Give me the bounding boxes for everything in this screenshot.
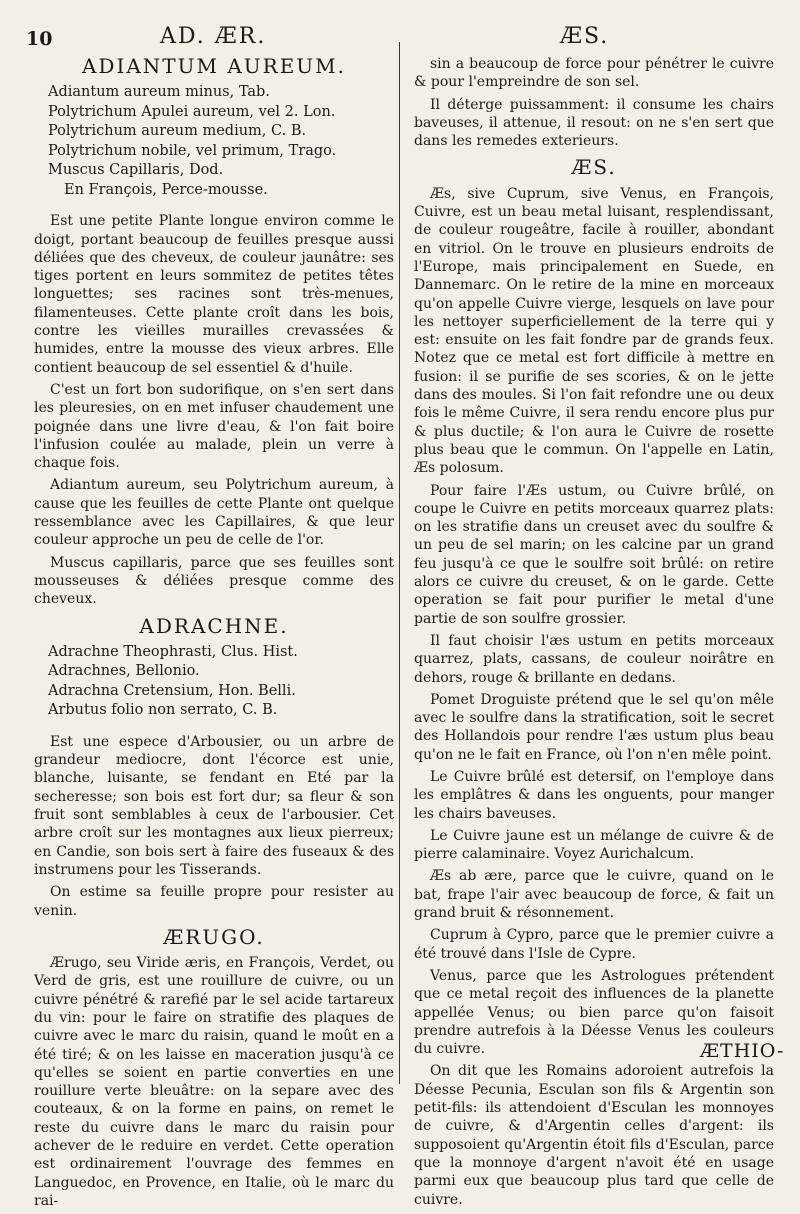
entry-title: ADRACHNE. bbox=[139, 613, 289, 638]
paragraph: Le Cuivre brûlé est detersif, on l'employe dans les emplâtres & dans les onguents, pour manger les chairs baveuses. bbox=[414, 768, 774, 822]
synonym: Polytrichum nobile, vel primum, Trago. bbox=[48, 142, 337, 159]
entry-aerugo bbox=[34, 924, 394, 1210]
entry-aerugo-continued bbox=[414, 55, 774, 150]
synonym: Adrachne Theophrasti, Clus. Hist. bbox=[48, 643, 298, 660]
paragraph: Il faut choisir l'æs ustum en petits morceaux quarrez, plats, cassans, de couleur noirâtre en dehors, rouge & brillante en dedans. bbox=[414, 632, 774, 686]
catchword: ÆTHIO- bbox=[700, 1040, 785, 1062]
entry-title: ÆRUGO. bbox=[163, 924, 265, 949]
synonym: Arbutus folio non serrato, C. B. bbox=[48, 702, 278, 719]
entry-adiantum-aureum bbox=[34, 54, 394, 609]
synonym-list bbox=[48, 643, 394, 721]
paragraph: sin a beaucoup de force pour pénétrer le cuivre & pour l'empreindre de son sel. bbox=[414, 56, 774, 91]
right-running-head: ÆS. bbox=[560, 24, 610, 49]
entry-title: ADIANTUM AUREUM. bbox=[81, 54, 346, 78]
synonym: Polytrichum aureum medium, C. B. bbox=[48, 123, 307, 140]
synonym: Adrachnes, Bellonio. bbox=[48, 663, 200, 680]
entry-title: ÆS. bbox=[571, 155, 617, 180]
paragraph: Est une espece d'Arbousier, ou un arbre de grandeur mediocre, dont l'écorce est unie, blanche, luisante, se fendant en Eté par la secheresse; son bois est fort dur; sa fleur & son fruit sont semblables à ceux de l'arbousier. Cet arbre croît sur les montagnes aux lieux pierreux; en Candie, son bois sert à faire des fuseaux & des instrumens pour les Tisserands. bbox=[34, 733, 394, 878]
page-number: 10 bbox=[26, 28, 53, 50]
synonym-list bbox=[48, 83, 394, 200]
paragraph: Æs ab ære, parce que le cuivre, quand on le bat, frape l'air avec beaucoup de force, & fait un grand bruit & résonnement. bbox=[414, 868, 774, 922]
left-column bbox=[34, 55, 394, 1214]
paragraph: Le Cuivre jaune est un mélange de cuivre & de pierre calaminaire. Voyez Aurichalcum. bbox=[414, 827, 774, 863]
synonym: Adrachna Cretensium, Hon. Belli. bbox=[48, 682, 296, 699]
left-running-head: AD. ÆR. bbox=[160, 24, 267, 49]
paragraph: Pomet Droguiste prétend que le sel qu'on mêle avec le soulfre dans la stratification, soit le secret des Hollandois pour rendre l'æs ustum plus beau qu'on ne le fait en France, où l'on n'en mêle point. bbox=[414, 691, 774, 763]
entry-adrachne bbox=[34, 613, 394, 920]
paragraph: Venus, parce que les Astrologues prétendent que ce metal reçoit des influences de la planette appellée Venus; ou bien parce qu'on faisoit prendre autrefois à la Déesse Venus les couleurs du cuivre. bbox=[414, 967, 774, 1058]
synonym: Polytrichum Apulei aureum, vel 2. Lon. bbox=[48, 103, 336, 120]
paragraph: On estime sa feuille propre pour resister au venin. bbox=[34, 884, 394, 919]
column-divider bbox=[399, 42, 400, 1084]
paragraph: Muscus capillaris, parce que ses feuilles sont mousseuses & déliées presque comme des cheveux. bbox=[34, 554, 394, 608]
paragraph: Ærugo, seu Viride æris, en François, Verdet, ou Verd de gris, est une rouillure de cuivre, ou un cuivre pénétré & rarefié par le sel acide tartareux du vin: pour le faire on stratifie des plaques de cuivre avec le marc du raisin, quand le moût en a été tiré; & on les laisse en maceration jusqu'à ce qu'elles se soient en partie converties en une rouillure verte bleuâtre: on la separe avec des couteaux, & on la forme en pains, on remet le reste du cuivre dans le marc du raisin pour achever de le reduire en verdet. Cette operation est ordinairement l'ouvrage des femmes en Languedoc, en Provence, en Italie, où le marc du rai- bbox=[34, 955, 394, 1209]
paragraph: Æs, sive Cuprum, sive Venus, en François, Cuivre, est un beau metal luisant, resplendissant, de couleur rougeâtre, facile à rouiller, abondant en vitriol. On le trouve en plusieurs endroits de l'Europe, mais principalement en Suede, en Dannemarc. On le retire de la mine en morceaux qu'on appelle Cuivre vierge, lesquels on lave pour les nettoyer superficiellement de la terre qui y est: ensuite on les fait fondre par de grands feux. Notez que ce metal est fort difficile à mettre en fusion: il se purifie de ses scories, & on le jette dans des moules. Si l'on fait refondre une ou deux fois le même Cuivre, il sera rendu encore plus pur & plus ductile; & l'on aura le Cuivre de rosette plus beau que le commun. On l'appelle en Latin, Æs polosum. bbox=[414, 185, 774, 477]
paragraph: Cuprum à Cypro, parce que le premier cuivre a été trouvé dans l'Isle de Cypre. bbox=[414, 927, 774, 962]
paragraph: On dit que les Romains adoroient autrefois la Déesse Pecunia, Esculan son fils & Argentin son petit-fils: ils attendoient d'Esculan les monnoyes de cuivre, & d'Argentin celles d'argent: ils supposoient qu'Argentin étoit fils d'Esculan, parce que la monnoye d'argent n'avoit été en usage parmi eux que beaucoup plus tard que celle de cuivre. bbox=[414, 1063, 774, 1208]
synonym: Muscus Capillaris, Dod. bbox=[48, 162, 224, 179]
paragraph: Il déterge puissamment: il consume les chairs baveuses, il attenue, il resout: on ne s'en sert que dans les remedes exterieurs. bbox=[414, 96, 774, 150]
paragraph: Pour faire l'Æs ustum, ou Cuivre brûlé, on coupe le Cuivre en petits morceaux quarrez plats: on les stratifie dans un creuset avec du soulfre & un peu de sel marin; on les calcine par un grand feu jusqu'à ce que le soulfre soit brûlé: on retire alors ce cuivre du creuset, & on le garde. Cette operation se fait pour purifier le metal d'une partie de son soulfre grossier. bbox=[414, 482, 774, 627]
paragraph: C'est un fort bon sudorifique, on s'en sert dans les pleuresies, on en met infuser chaudement une poignée dans une livre d'eau, & l'on fait boire l'infusion coulée au malade, plein un verre à chaque fois. bbox=[34, 381, 394, 472]
synonym: Adiantum aureum minus, Tab. bbox=[48, 84, 270, 101]
running-header bbox=[0, 20, 800, 48]
paragraph: Est une petite Plante longue environ comme le doigt, portant beaucoup de feuilles presque aussi déliées que des cheveux, de couleur jaunâtre: ses tiges portent en leurs sommitez de petites têtes longuettes; ses racines sont très-menues, filamenteuses. Cette plante croît dans les bois, contre les vieilles murailles crevassées & humides, entre la mousse des vieux arbres. Elle contient beaucoup de sel essentiel & d'huile. bbox=[34, 213, 394, 376]
paragraph: Adiantum aureum, seu Polytrichum aureum, à cause que les feuilles de cette Plante ont quelque ressemblance avec les Capillaires, & que leur couleur approche un peu de celle de l'or. bbox=[34, 477, 394, 549]
french-name: En François, Perce-mousse. bbox=[64, 181, 268, 198]
